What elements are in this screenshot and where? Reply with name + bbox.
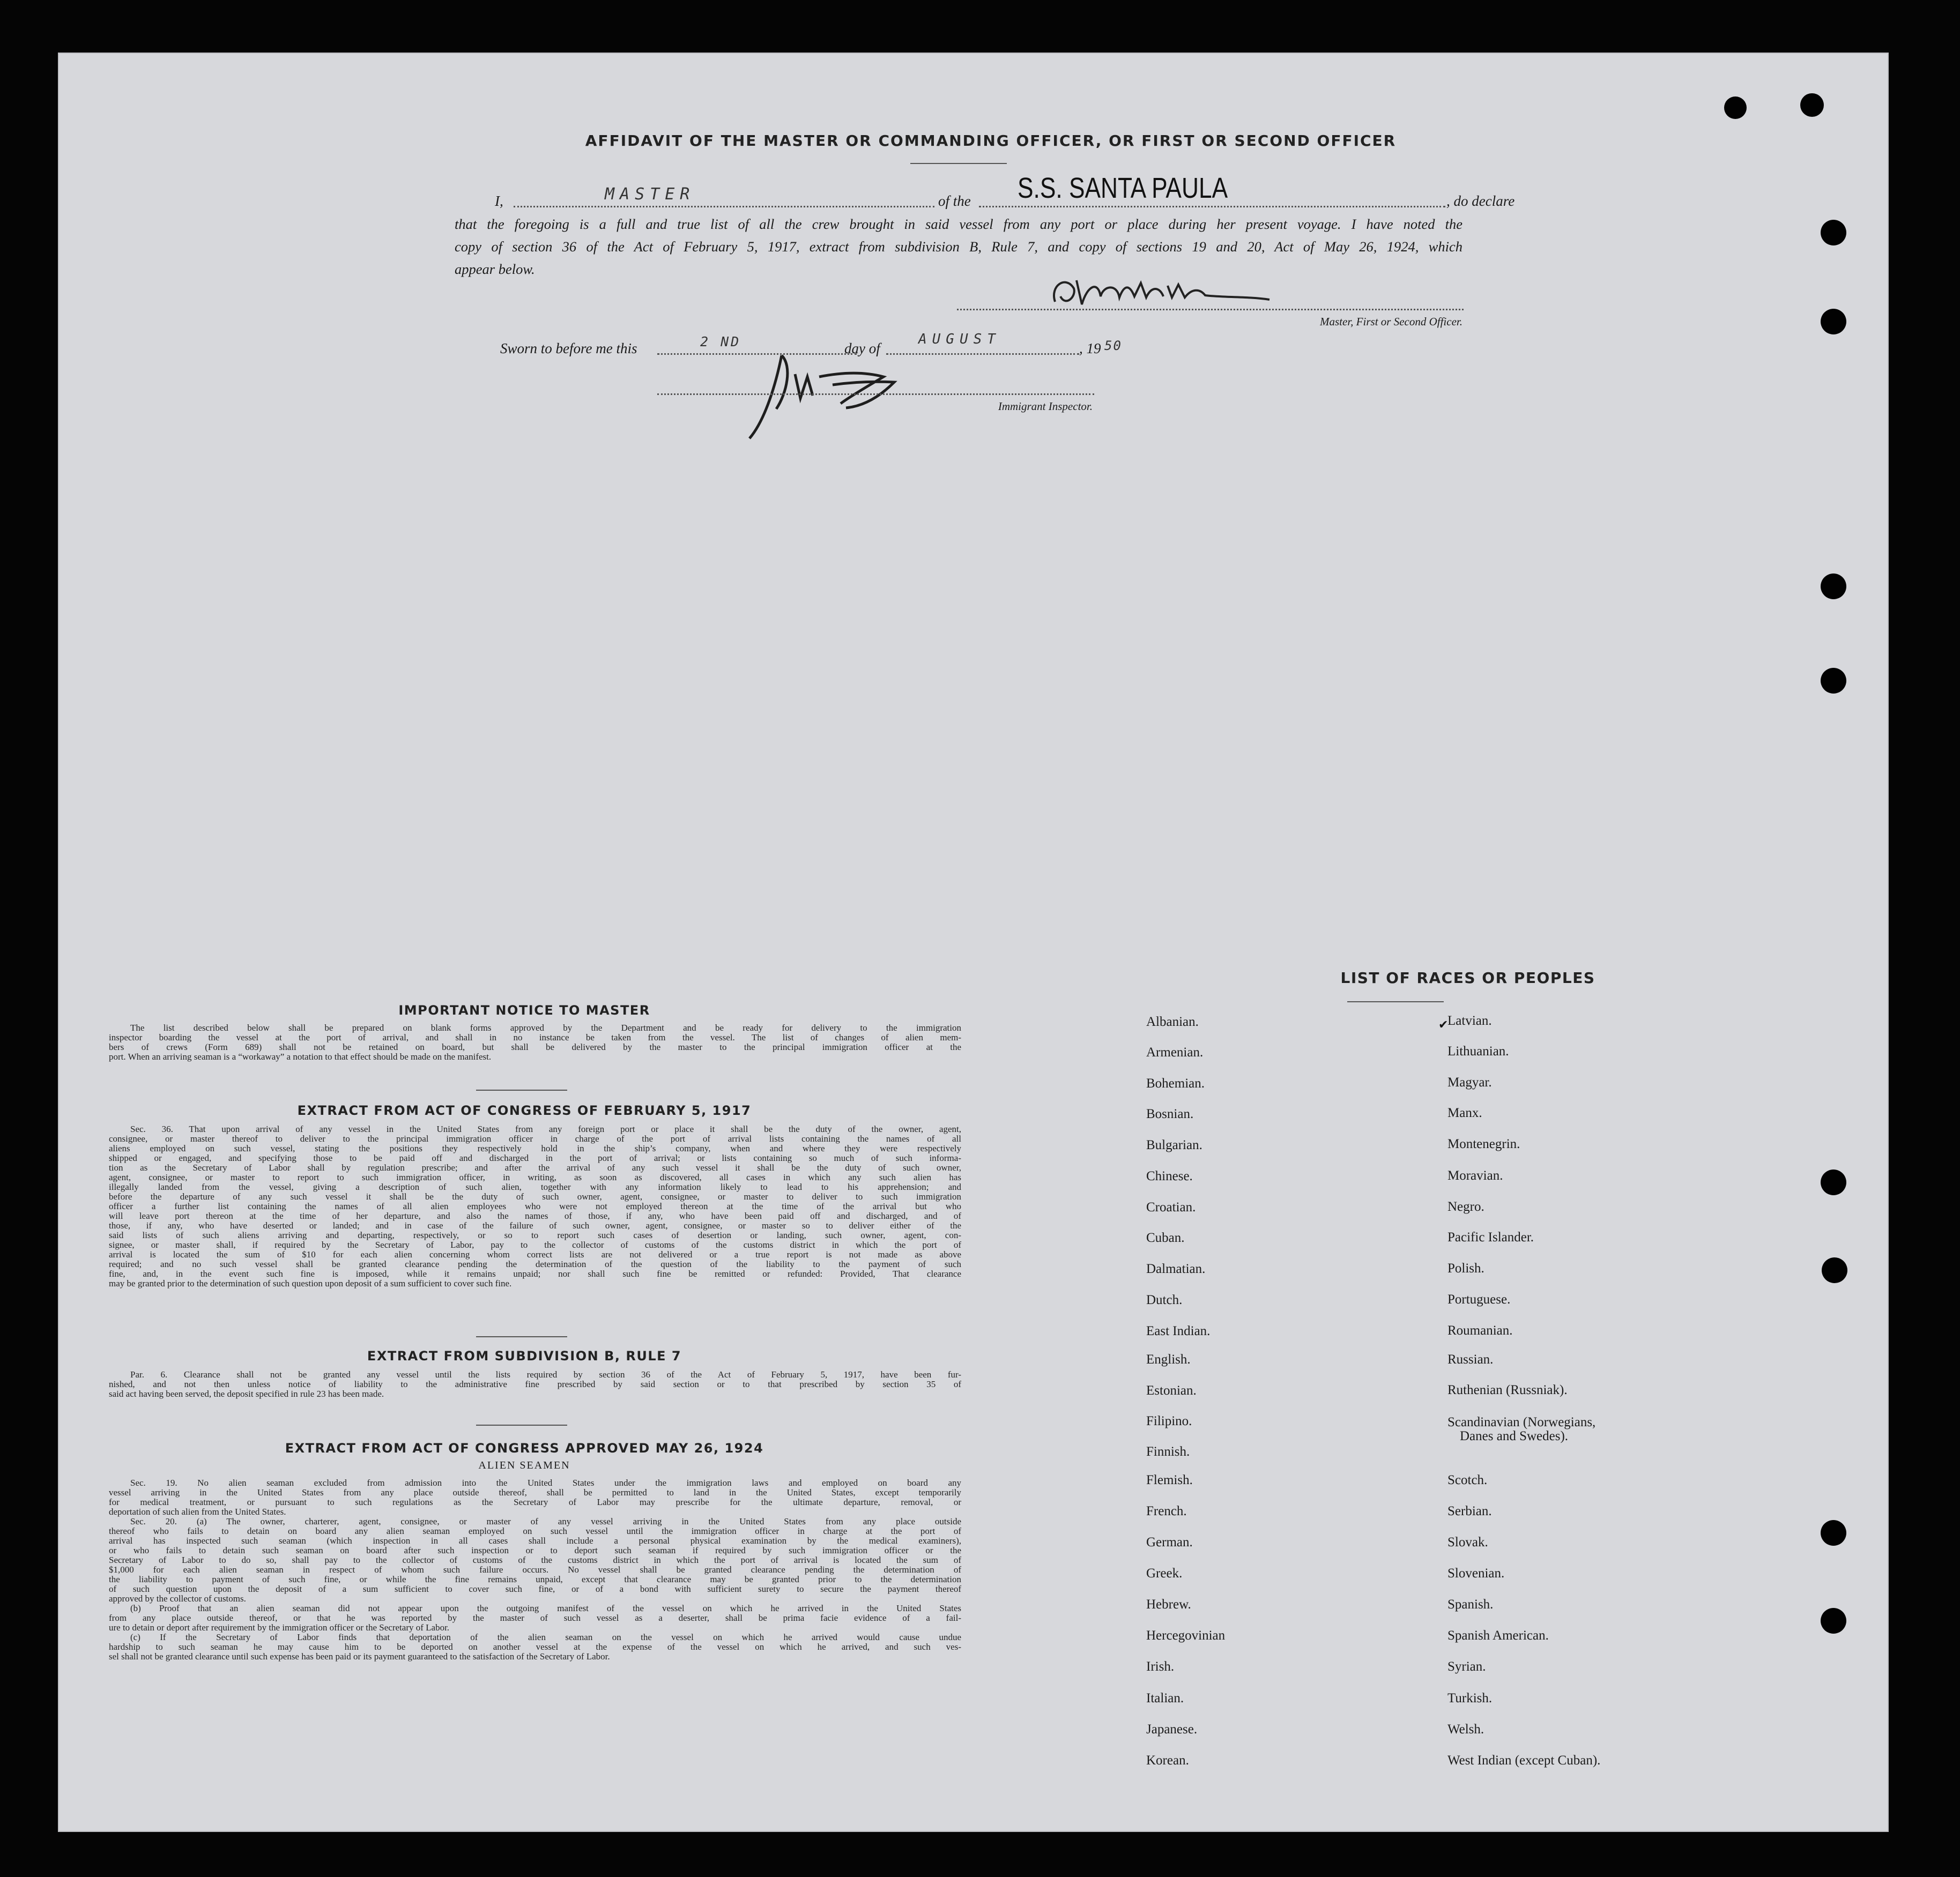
race-item: French. [1146, 1504, 1187, 1518]
checkmark-icon: ✔ [1438, 1018, 1449, 1032]
race-item: Turkish. [1447, 1691, 1493, 1705]
notice-body [109, 1023, 961, 1062]
punch-hole [1821, 573, 1846, 599]
punch-hole [1821, 668, 1846, 694]
race-item: Scotch. [1447, 1473, 1488, 1487]
notice-line: bers of crews (Form 689) shall not be retained on board, but shall be delivered by the master to the principal immigration officer at the [109, 1042, 961, 1052]
legal-text-line: for medical treatment, or pursuant to such regulations as the Secretary of Labor may prescribe for the ultimate departure, removal, or [109, 1497, 961, 1507]
race-item: English. [1146, 1352, 1191, 1367]
legal-text-line: fine, and, in the event such fine is imposed, while it remains unpaid; nor shall such fine be remitted or refunded: Provided, That clearance [109, 1269, 961, 1279]
legal-text-line: arrival is located the sum of $10 for each alien concerning whom correct lists are not delivered or a true report is not made as above [109, 1249, 961, 1260]
legal-text-line: $1,000 for each alien seaman in respect of whom such failure occurs. No vessel shall be granted clearance pending the determination of [109, 1565, 961, 1575]
race-item: Chinese. [1146, 1169, 1193, 1183]
race-item: Bosnian. [1146, 1107, 1194, 1121]
punch-hole [1724, 96, 1747, 119]
extract-1924-body [109, 1478, 961, 1662]
inspector-signature-line [657, 393, 1094, 395]
race-item: East Indian. [1146, 1324, 1211, 1338]
race-item: Spanish. [1447, 1597, 1494, 1612]
race-item: Bohemian. [1146, 1076, 1205, 1091]
notice-line: port. When an arriving seaman is a “workaway” a notation to that effect should be made on the manifest. [109, 1052, 492, 1062]
legal-text-line: aliens employed on such vessel, stating the positions they respectively hold in the ship’s company, when and where they were respectively [109, 1143, 961, 1153]
race-item: Estonian. [1146, 1383, 1197, 1398]
race-item: Spanish American. [1447, 1628, 1549, 1643]
race-item: Japanese. [1146, 1722, 1198, 1737]
race-item: Scandinavian (Norwegians, [1447, 1415, 1596, 1429]
punch-hole [1821, 309, 1846, 334]
race-item: Ruthenian (Russniak). [1447, 1383, 1568, 1397]
race-item: Montenegrin. [1447, 1137, 1520, 1151]
race-item: Serbian. [1447, 1504, 1492, 1518]
sworn-month: AUGUST [918, 331, 1001, 347]
affidavit-title: AFFIDAVIT OF THE MASTER OR COMMANDING OFFICER, OR FIRST OR SECOND OFFICER [585, 132, 1397, 150]
title-divider [910, 163, 1007, 164]
sworn-label: Sworn to before me this [500, 340, 637, 356]
statement-line: copy of section 36 of the Act of February 5, 1917, extract from subdivision B, Rule 7, and copy of sections 19 and 20, Act of May 26, 1924, which [455, 239, 1462, 255]
race-item: Bulgarian. [1146, 1138, 1202, 1152]
punch-hole [1800, 93, 1824, 117]
legal-text-line: Sec. 20. (a) The owner, charterer, agent, consignee, or master of any vessel arriving in the United States from any place outside [130, 1516, 961, 1526]
legal-text-line: officer a further list containing the names of all alien employees who were not employed thereon at the time of the arrival but who [109, 1201, 961, 1211]
section-divider [476, 1090, 567, 1091]
race-item: Russian. [1447, 1352, 1494, 1367]
race-item: Negro. [1447, 1200, 1484, 1214]
race-item: Slovak. [1447, 1535, 1488, 1550]
do-declare-label: , do declare [1446, 193, 1515, 209]
race-item: Hebrew. [1146, 1597, 1191, 1612]
year-prefix: , 19 [1079, 340, 1101, 356]
race-item: Slovenian. [1447, 1566, 1505, 1581]
race-item: Lithuanian. [1447, 1044, 1509, 1059]
race-item: Polish. [1447, 1261, 1484, 1276]
legal-text-line: illegally landed from the vessel, giving a description of such alien, together with any information likely to lead to his apprehension; and [109, 1182, 961, 1192]
notice-title: IMPORTANT NOTICE TO MASTER [398, 1003, 650, 1018]
legal-text-line: Par. 6. Clearance shall not be granted any vessel until the lists required by section 36 of the Act of February 5, 1917, have been fur- [130, 1369, 961, 1380]
legal-text-line: agent, consignee, or master to report to such immigration officer, in writing, as soon as discovered, all cases in which any such alien has [109, 1172, 961, 1182]
extract-1924-title: EXTRACT FROM ACT OF CONGRESS APPROVED MAY 26, 1924 [285, 1441, 764, 1456]
legal-text-line: approved by the collector of customs. [109, 1593, 246, 1604]
legal-text-line: arrival has inspected such seaman (which inspection in all cases shall include a personal physical examination by the medical examiners), [109, 1536, 961, 1546]
race-item: Dutch. [1146, 1293, 1183, 1307]
vessel-name: S.S. SANTA PAULA [1018, 172, 1228, 204]
legal-text-line: may be granted prior to the determination of such question upon deposit of a sum sufficient to cover such fine. [109, 1278, 512, 1288]
legal-text-line: required; and no such vessel shall be granted clearance pending the determination of the question of the liability to the payment of such [109, 1259, 961, 1269]
legal-text-line: before the departure of any such vessel it shall be the duty of such owner, agent, consignee, or master to deliver to such immigration [109, 1191, 961, 1202]
rule7-title: EXTRACT FROM SUBDIVISION B, RULE 7 [367, 1349, 682, 1364]
race-item: Albanian. [1146, 1015, 1199, 1029]
legal-text-line: signee, or master shall, if required by the Secretary of Labor, pay to the collector of customs of the customs district in which the port of [109, 1240, 961, 1250]
section-divider [476, 1425, 567, 1426]
legal-text-line: will leave port thereon at the time of her departure, and also the names of those, if any, who have been paid off and discharged, and of [109, 1211, 961, 1221]
officer-handwritten: MASTER [605, 185, 695, 204]
race-item: Cuban. [1146, 1231, 1185, 1245]
race-item: Pacific Islander. [1447, 1230, 1534, 1245]
legal-text-line: consignee, or master thereof to deliver to the principal immigration officer in charge of the port of arrival lists containing the names of all [109, 1134, 961, 1144]
race-item: Flemish. [1146, 1473, 1193, 1487]
race-item: Danes and Swedes). [1460, 1429, 1569, 1443]
punch-hole [1821, 1170, 1846, 1195]
officer-dotted-line [514, 206, 934, 207]
vessel-dotted-line [979, 206, 1445, 207]
race-item: Welsh. [1447, 1722, 1484, 1737]
inspector-caption: Immigrant Inspector. [998, 400, 1093, 413]
race-item: Irish. [1146, 1659, 1175, 1674]
day-of-label: day of [844, 340, 880, 356]
race-item: Croatian. [1146, 1200, 1196, 1215]
extract-1917-body [109, 1124, 961, 1288]
legal-text-line: said act having been served, the deposit specified in rule 23 has been made. [109, 1389, 384, 1399]
punch-hole [1821, 1520, 1846, 1546]
races-divider [1347, 1001, 1444, 1002]
races-title: LIST OF RACES OR PEOPLES [1340, 969, 1595, 987]
legal-text-line: the liability to payment of such fine, or while the fine remains unpaid, except that clearance may be granted prior to the determination [109, 1574, 961, 1584]
legal-text-line: hardship to such seaman he may cause him to be deported on another vessel at the expense of the vessel on which he arrived, and such ves- [109, 1642, 961, 1652]
race-item: Finnish. [1146, 1444, 1190, 1459]
notice-line: The list described below shall be prepared on blank forms approved by the Department and be ready for delivery to the immigration [130, 1023, 961, 1033]
statement-line: that the foregoing is a full and true list of all the crew brought in said vessel from any port or place during her present voyage. I have noted the [455, 216, 1462, 232]
legal-text-line: or who fails to detain such seaman on board after such inspection or to deport such seaman if required by such immigration officer or the [109, 1545, 961, 1555]
section-divider [476, 1336, 567, 1337]
legal-text-line: (c) If the Secretary of Labor finds that deportation of the alien seaman on the vessel on which he arrived would cause undue [130, 1632, 961, 1642]
legal-text-line: ure to detain or deport after requirement by the immigration officer or the Secretary of Labor. [109, 1622, 450, 1633]
race-item: Roumanian. [1447, 1323, 1513, 1338]
rule7-body [109, 1370, 961, 1399]
legal-text-line: those, if any, who have deserted or landed; and in case of the failure of such owner, agent, consignee, or master so to deliver either of the [109, 1220, 961, 1231]
of-the-label: of the [938, 193, 971, 209]
race-item: Moravian. [1447, 1168, 1503, 1183]
race-item: Manx. [1447, 1106, 1482, 1120]
race-item: Greek. [1146, 1566, 1183, 1581]
punch-hole [1822, 1257, 1847, 1283]
punch-hole [1821, 1608, 1846, 1634]
race-item: Armenian. [1146, 1045, 1204, 1060]
legal-text-line: sel shall not be granted clearance until such expense has been paid or its payment guaranteed to the satisfaction of the Secretary of Labor. [109, 1651, 610, 1662]
legal-text-line: said lists of such aliens arriving and departing, respectively, or so to report such cases of desertion or landing, such owner, agent, con- [109, 1230, 961, 1240]
race-item: Latvian. [1447, 1014, 1492, 1028]
legal-text-line: Sec. 36. That upon arrival of any vessel in the United States from any foreign port or place it shall be the duty of the owner, agent, [130, 1124, 961, 1134]
race-item: Italian. [1146, 1691, 1184, 1705]
punch-hole [1821, 220, 1846, 245]
year-suffix: 50 [1104, 338, 1122, 353]
sworn-day: 2 ND [700, 334, 741, 349]
legal-text-line: from any place outside thereof, or that he was reported by the master of such vessel as a deserter, shall be prima facie evidence of a fail- [109, 1613, 961, 1623]
master-signature-caption: Master, First or Second Officer. [1320, 315, 1462, 328]
legal-text-line: shipped or engaged, and specifying those to be paid off and discharged in the port of arrival; or lists containing so much of such informa- [109, 1153, 961, 1163]
master-signature-line [957, 309, 1464, 310]
extract-1924-subtitle: ALIEN SEAMEN [478, 1459, 570, 1471]
legal-text-line: of such question upon the deposit of a sum sufficient to cover such fine, or of a bond with sufficient surety to secure the payment thereof [109, 1584, 961, 1594]
legal-text-line: Sec. 19. No alien seaman excluded from admission into the United States under the immigration laws and employed on board any [130, 1478, 961, 1488]
legal-text-line: nished, and not then unless notice of liability to the administrative fine prescribed by said section or to that prescribed by section 35 of [109, 1379, 961, 1389]
race-item: Syrian. [1447, 1659, 1486, 1674]
i-label: I, [495, 193, 503, 209]
race-item: Korean. [1146, 1753, 1189, 1768]
legal-text-line: vessel arriving in the United States from any place outside thereof, shall be permitted to land in the United States, except temporarily [109, 1487, 961, 1498]
race-item: Hercegovinian [1146, 1628, 1226, 1643]
extract-1917-title: EXTRACT FROM ACT OF CONGRESS OF FEBRUARY 5, 1917 [297, 1103, 752, 1118]
legal-text-line: tion as the Secretary of Labor shall by regulation prescribe; and after the arrival of any such vessel it shall be the duty of such owner, [109, 1163, 961, 1173]
inspector-signature [744, 345, 921, 463]
legal-text-line: Secretary of Labor to do so, shall pay to the collector of customs of the customs district in which the port of arrival is located the sum of [109, 1555, 961, 1565]
legal-text-line: (b) Proof that an alien seaman did not appear upon the outgoing manifest of the vessel on which he arrived in the United States [130, 1603, 961, 1613]
notice-line: inspector boarding the vessel at the port of arrival, and shall in no instance be taken from the vessel. The list of changes of alien mem- [109, 1032, 961, 1042]
legal-text-line: deportation of such alien from the United States. [109, 1507, 286, 1517]
race-item: German. [1146, 1535, 1193, 1550]
master-signature [1044, 264, 1345, 315]
legal-text-line: thereof who fails to detain on board any alien seaman employed on such vessel until the immigration officer in charge at the port of [109, 1526, 961, 1536]
statement-line: appear below. [455, 261, 535, 277]
race-item: Portuguese. [1447, 1292, 1511, 1307]
race-item: West Indian (except Cuban). [1447, 1753, 1601, 1768]
race-item: Dalmatian. [1146, 1262, 1206, 1276]
race-item: Magyar. [1447, 1075, 1492, 1090]
race-item: Filipino. [1146, 1414, 1192, 1428]
document-page [58, 53, 1889, 1832]
